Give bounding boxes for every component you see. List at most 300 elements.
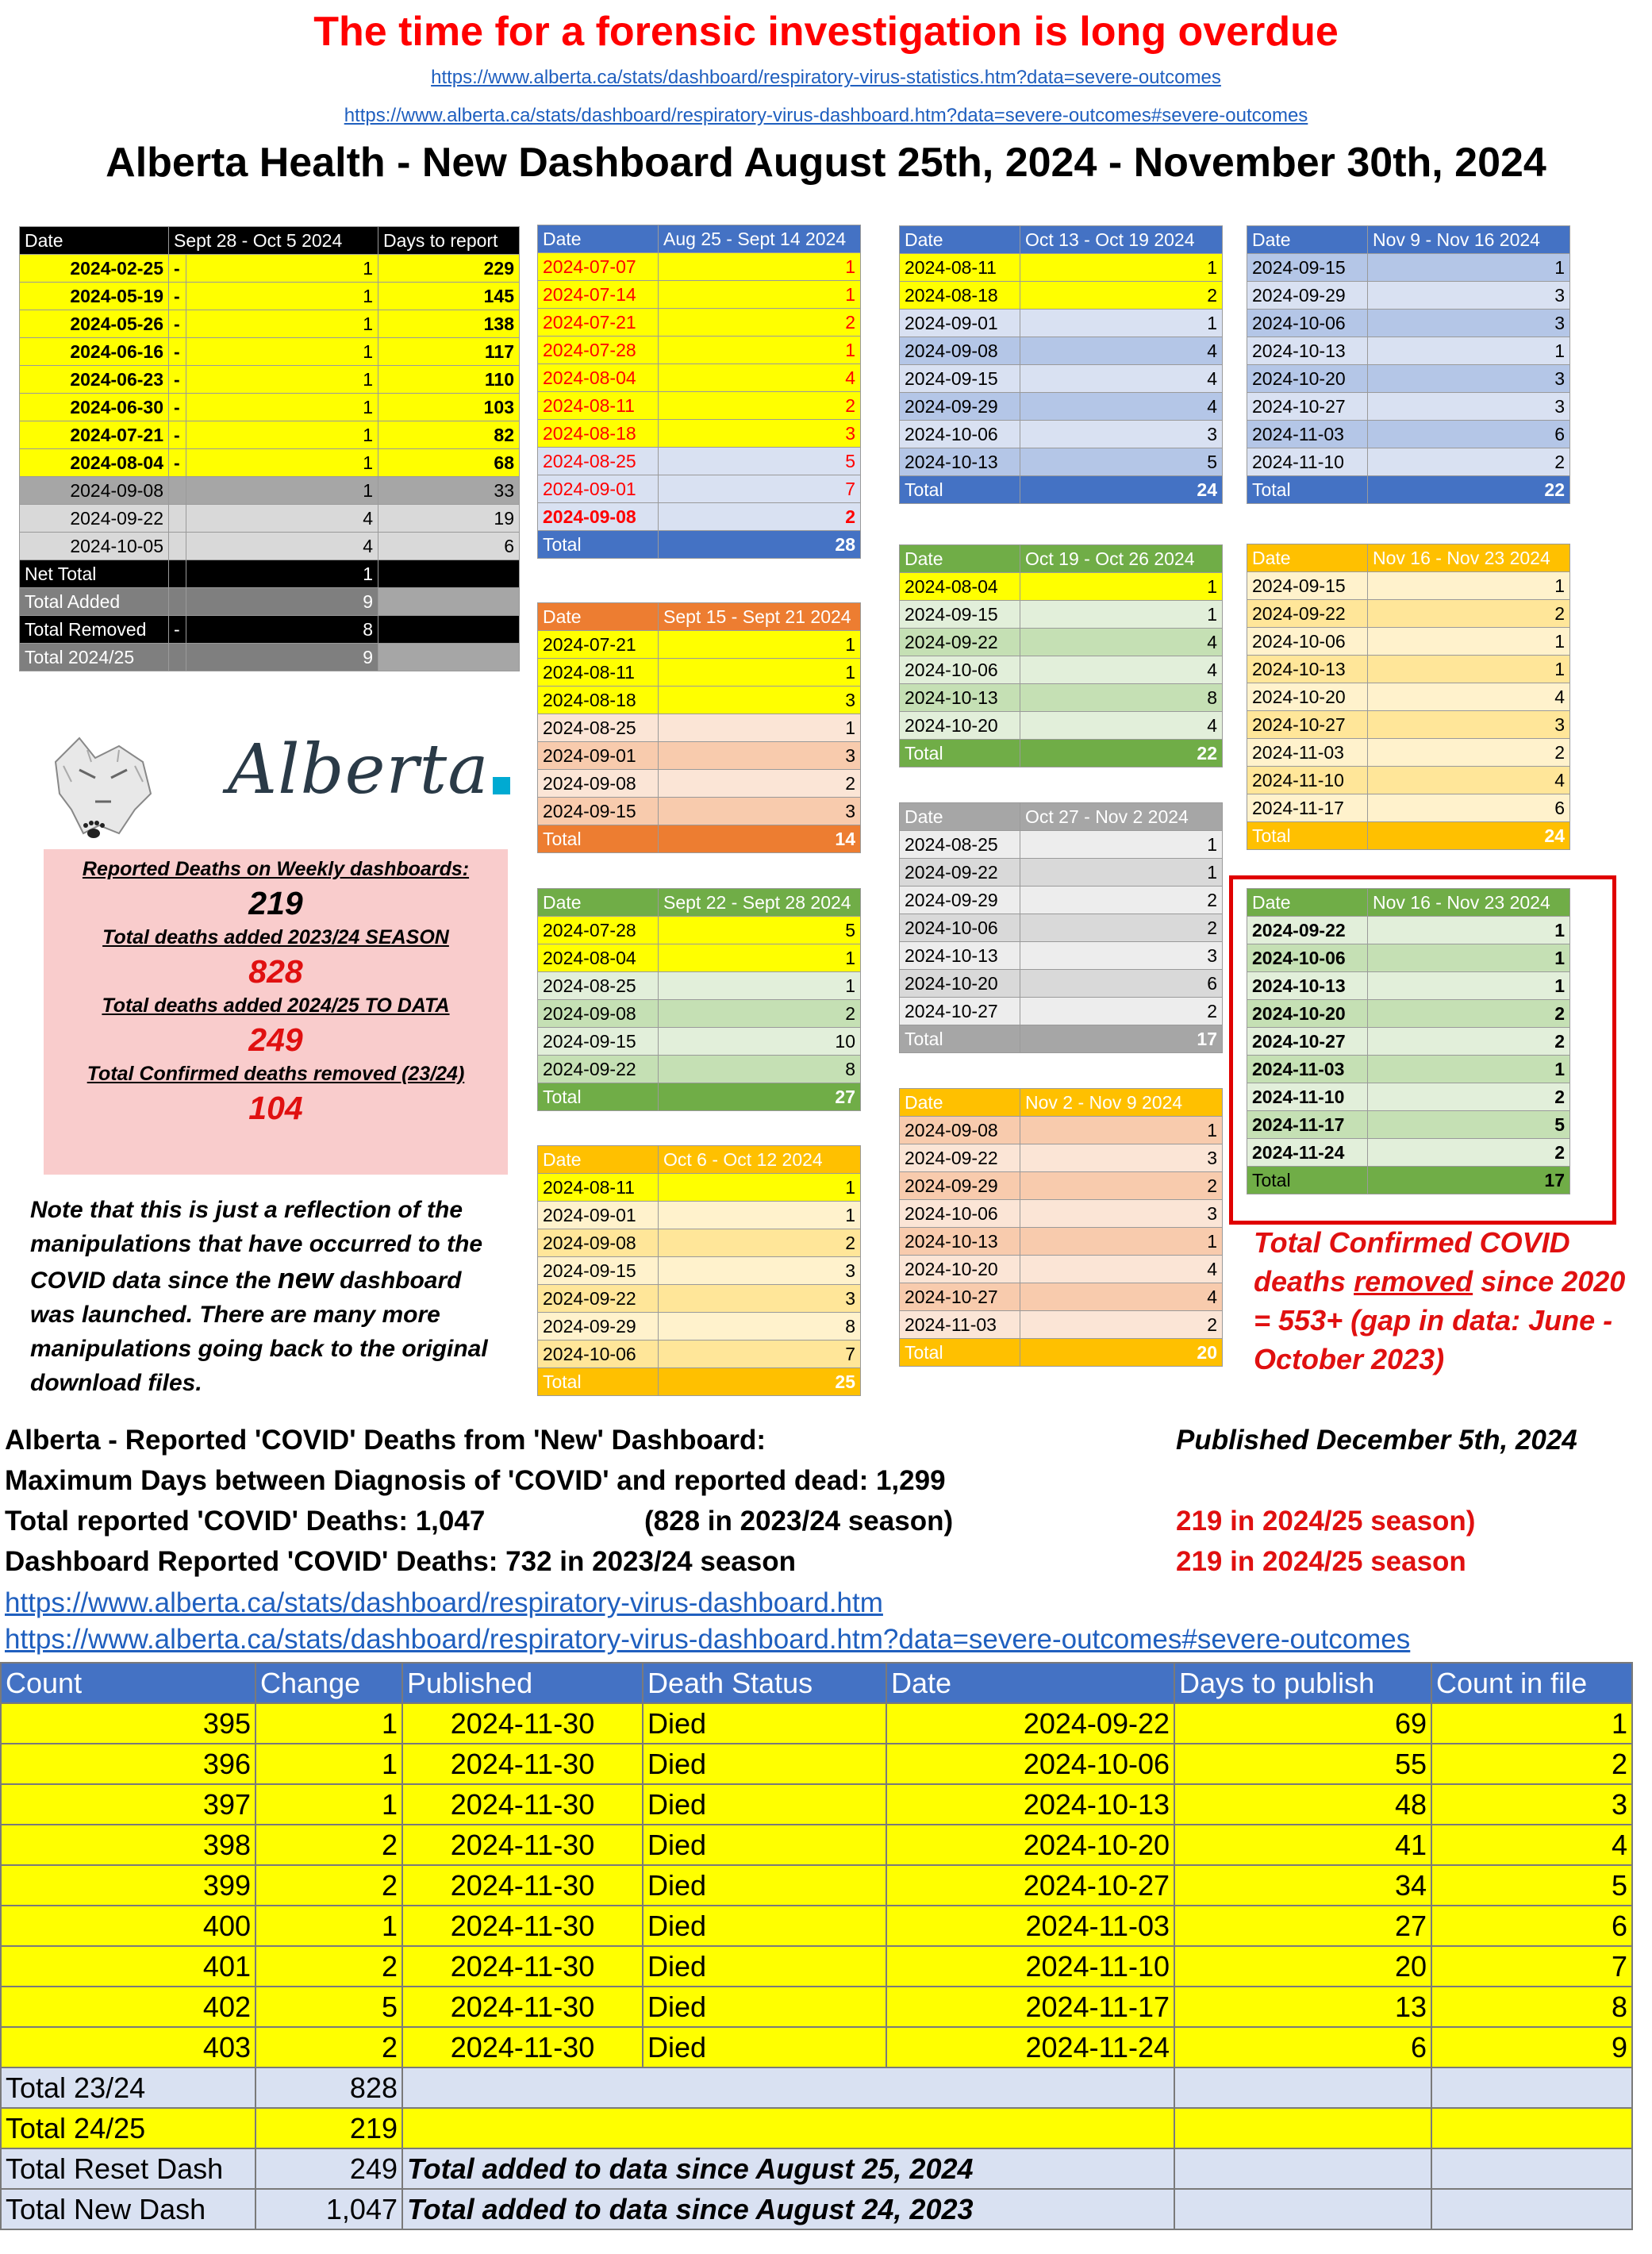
- date-cell: 2024-11-10: [1247, 1083, 1368, 1111]
- table-row: [1, 1703, 1632, 1744]
- header-week: Aug 25 - Sept 14 2024: [659, 225, 861, 253]
- date-cell: 2024-10-27: [1247, 393, 1368, 421]
- sign-cell: [169, 477, 186, 505]
- date-cell: 2024-06-23: [20, 366, 169, 394]
- header-cell: Death Status: [643, 1663, 886, 1703]
- table-row: [538, 309, 861, 337]
- removed-deaths-note: [1254, 1223, 1627, 1379]
- data-cell: 399: [1, 1865, 255, 1906]
- date-cell: 2024-09-29: [1247, 282, 1368, 310]
- table-total-row: [20, 560, 520, 588]
- total-value: 28: [659, 531, 861, 559]
- date-cell: 2024-08-04: [538, 944, 659, 972]
- date-cell: 2024-10-06: [538, 1340, 659, 1368]
- weekly-table-aug: [537, 225, 861, 559]
- data-cell: 2: [255, 2027, 402, 2067]
- table-row: [900, 1228, 1223, 1256]
- table-row: [538, 281, 861, 309]
- date-cell: 2024-09-08: [538, 1229, 659, 1257]
- date-cell: 2024-10-13: [900, 942, 1020, 970]
- data-cell: 2: [255, 1865, 402, 1906]
- date-cell: 2024-11-17: [1247, 794, 1368, 822]
- header-cell: Date: [886, 1663, 1174, 1703]
- count-cell: 1: [659, 631, 861, 659]
- page-title: The time for a forensic investigation is long overdue: [313, 9, 1339, 55]
- count-cell: 1: [186, 394, 378, 421]
- date-cell: 2024-09-29: [900, 393, 1020, 421]
- header-week: Sept 15 - Sept 21 2024: [659, 603, 861, 631]
- table-row: [1, 1906, 1632, 1946]
- data-cell: 2024-11-24: [886, 2027, 1174, 2067]
- date-cell: 2024-08-25: [538, 448, 659, 475]
- count-cell: 4: [186, 533, 378, 560]
- table-row: [900, 859, 1223, 887]
- date-cell: 2024-09-15: [538, 1028, 659, 1056]
- total-label: Total: [538, 531, 659, 559]
- total-label: Total: [900, 1025, 1020, 1053]
- count-cell: 4: [1020, 365, 1223, 393]
- count-cell: 3: [659, 1285, 861, 1313]
- total-value: 9: [186, 644, 378, 671]
- removed-value: 104: [248, 1090, 303, 1126]
- date-cell: 2024-10-13: [1247, 972, 1368, 1000]
- table-row: [538, 1174, 861, 1202]
- source-link-dashboard[interactable]: https://www.alberta.ca/stats/dashboard/respiratory-virus-dashboard.htm?data=severe-outcomes#severe-outcomes: [344, 105, 1308, 126]
- date-cell: 2024-08-18: [538, 420, 659, 448]
- data-cell: 1: [255, 1784, 402, 1825]
- table-row: [538, 1000, 861, 1028]
- header-cell: Count in file: [1431, 1663, 1632, 1703]
- table-row: [1, 1784, 1632, 1825]
- table-row: [538, 944, 861, 972]
- date-cell: 2024-08-11: [900, 254, 1020, 282]
- header-date: Date: [900, 1089, 1020, 1117]
- date-cell: 2024-10-20: [1247, 365, 1368, 393]
- total-label: Total Added: [20, 588, 169, 616]
- table-header: [1, 1663, 1632, 1703]
- empty-cell: [1431, 2148, 1632, 2189]
- date-cell: 2024-09-22: [900, 1144, 1020, 1172]
- table-row: [538, 798, 861, 825]
- table-row: [538, 364, 861, 392]
- total-extra: [378, 644, 520, 671]
- table-row: [20, 310, 520, 338]
- date-cell: 2024-10-13: [900, 448, 1020, 476]
- total-label: Total Reset Dash: [1, 2148, 255, 2189]
- table-total-row: [538, 1368, 861, 1396]
- table-row: [1247, 254, 1570, 282]
- table-header: [900, 1089, 1223, 1117]
- date-cell: 2024-09-22: [1247, 600, 1368, 628]
- table-row: [538, 475, 861, 503]
- empty-cell: [1431, 2108, 1632, 2148]
- table-total-row: [538, 531, 861, 559]
- count-cell: 2: [1368, 1000, 1570, 1028]
- weekly-table-oct6: [537, 1145, 861, 1396]
- sign-cell: -: [169, 338, 186, 366]
- total-label: Net Total: [20, 560, 169, 588]
- table-row: [538, 448, 861, 475]
- table-row: [1247, 683, 1570, 711]
- table-row: [20, 366, 520, 394]
- date-cell: 2024-10-20: [1247, 1000, 1368, 1028]
- count-cell: 3: [659, 798, 861, 825]
- table-row: [538, 1028, 861, 1056]
- data-cell: 1: [1431, 1703, 1632, 1744]
- date-cell: 2024-10-06: [900, 421, 1020, 448]
- table-row: [900, 656, 1223, 684]
- count-cell: 2: [659, 392, 861, 420]
- date-cell: 2024-09-01: [538, 475, 659, 503]
- summary-line-3-season: (828 in 2023/24 season): [644, 1506, 954, 1537]
- header-week: Sept 22 - Sept 28 2024: [659, 889, 861, 917]
- table-header: [538, 225, 861, 253]
- header-week: Nov 16 - Nov 23 2024: [1368, 889, 1570, 917]
- date-cell: 2024-09-01: [900, 310, 1020, 337]
- header-week: Oct 6 - Oct 12 2024: [659, 1146, 861, 1174]
- header-week: Nov 2 - Nov 9 2024: [1020, 1089, 1223, 1117]
- table-row: [20, 394, 520, 421]
- date-cell: 2024-11-03: [1247, 421, 1368, 448]
- data-cell: 20: [1174, 1946, 1431, 1987]
- table-total-row: [900, 1025, 1223, 1053]
- date-cell: 2024-07-28: [538, 917, 659, 944]
- table-header: [20, 227, 520, 255]
- table-total-row: [20, 616, 520, 644]
- date-cell: 2024-09-22: [20, 505, 169, 533]
- date-cell: 2024-10-13: [900, 684, 1020, 712]
- date-cell: 2024-10-06: [1247, 628, 1368, 656]
- data-cell: 9: [1431, 2027, 1632, 2067]
- table-row: [900, 337, 1223, 365]
- count-cell: 3: [1020, 1144, 1223, 1172]
- weekly-table-nov9: [1247, 225, 1570, 504]
- date-cell: 2024-10-20: [1247, 683, 1368, 711]
- data-cell: 2024-11-30: [402, 1906, 643, 1946]
- weekly-table-oct13: [899, 225, 1223, 504]
- count-cell: 2: [659, 1229, 861, 1257]
- total-value: 219: [255, 2108, 402, 2148]
- count-cell: 3: [659, 742, 861, 770]
- table-row: [1, 1825, 1632, 1865]
- date-cell: 2024-10-13: [900, 1228, 1020, 1256]
- count-cell: 4: [186, 505, 378, 533]
- table-row: [900, 1311, 1223, 1339]
- table-total-row: [20, 588, 520, 616]
- header-date: Date: [1247, 544, 1368, 572]
- date-cell: 2024-07-14: [538, 281, 659, 309]
- table-row: [538, 770, 861, 798]
- table-row: [900, 1200, 1223, 1228]
- count-cell: 2: [659, 1000, 861, 1028]
- date-cell: 2024-09-15: [900, 601, 1020, 629]
- data-cell: 2024-11-30: [402, 1784, 643, 1825]
- table-row: [20, 505, 520, 533]
- count-cell: 6: [1020, 970, 1223, 998]
- count-cell: 1: [186, 366, 378, 394]
- table-row: [1247, 794, 1570, 822]
- data-cell: Died: [643, 2027, 886, 2067]
- count-cell: 1: [1020, 573, 1223, 601]
- count-cell: 5: [1020, 448, 1223, 476]
- data-cell: 2024-11-30: [402, 1703, 643, 1744]
- table-row: [538, 253, 861, 281]
- table-row: [1247, 628, 1570, 656]
- count-cell: 3: [1368, 393, 1570, 421]
- season-2324-value: 828: [248, 953, 303, 990]
- table-row: [538, 687, 861, 714]
- table-row: [1, 1987, 1632, 2027]
- table-header: [538, 889, 861, 917]
- count-cell: 1: [1368, 628, 1570, 656]
- header-date: Date: [900, 545, 1020, 573]
- table-row: [900, 887, 1223, 914]
- date-cell: 2024-09-22: [538, 1285, 659, 1313]
- table-row: [1247, 282, 1570, 310]
- weekly-table-nov2: [899, 1088, 1223, 1367]
- data-cell: 7: [1431, 1946, 1632, 1987]
- date-cell: 2024-11-03: [900, 1311, 1020, 1339]
- date-cell: 2024-09-01: [538, 742, 659, 770]
- sign-cell: -: [169, 255, 186, 283]
- source-link-statistics[interactable]: https://www.alberta.ca/stats/dashboard/respiratory-virus-statistics.htm?data=severe-outcomes: [431, 67, 1221, 88]
- count-cell: 1: [186, 477, 378, 505]
- data-cell: 401: [1, 1946, 255, 1987]
- severe-outcomes-link[interactable]: https://www.alberta.ca/stats/dashboard/respiratory-virus-dashboard.htm?data=severe-outcomes#severe-outcomes: [5, 1624, 1411, 1655]
- total-extra: [378, 616, 520, 644]
- count-cell: 4: [1020, 1256, 1223, 1283]
- date-cell: 2024-08-11: [538, 1174, 659, 1202]
- count-cell: 4: [1020, 337, 1223, 365]
- header-date: Date: [900, 226, 1020, 254]
- season-2425-label: Total deaths added 2024/25 TO DATA: [102, 994, 450, 1017]
- reported-deaths-box: [44, 849, 508, 1175]
- data-cell: 398: [1, 1825, 255, 1865]
- date-cell: 2024-09-08: [538, 1000, 659, 1028]
- date-cell: 2024-09-08: [900, 1117, 1020, 1144]
- total-value: 14: [659, 825, 861, 853]
- data-cell: 1: [255, 1703, 402, 1744]
- total-label: Total 2024/25: [20, 644, 169, 671]
- data-cell: 2024-11-30: [402, 1825, 643, 1865]
- table-row: [1247, 711, 1570, 739]
- table-total-row: [1, 2067, 1632, 2108]
- count-cell: 1: [186, 338, 378, 366]
- count-cell: 3: [1368, 711, 1570, 739]
- data-cell: 41: [1174, 1825, 1431, 1865]
- table-row: [538, 917, 861, 944]
- total-label: Total: [900, 740, 1020, 767]
- count-cell: 2: [1020, 914, 1223, 942]
- highlight-frame: [1229, 875, 1616, 1225]
- total-label: Total 24/25: [1, 2108, 255, 2148]
- date-cell: 2024-07-21: [538, 631, 659, 659]
- total-value: 1: [186, 560, 378, 588]
- date-cell: 2024-07-21: [538, 309, 659, 337]
- date-cell: 2024-09-15: [538, 1257, 659, 1285]
- count-cell: 5: [659, 448, 861, 475]
- count-cell: 4: [1020, 1283, 1223, 1311]
- sign-cell: -: [169, 421, 186, 449]
- count-cell: 1: [186, 421, 378, 449]
- data-cell: Died: [643, 1987, 886, 2027]
- table-header: [538, 603, 861, 631]
- count-cell: 2: [1020, 998, 1223, 1025]
- count-cell: 1: [659, 714, 861, 742]
- data-cell: 2024-11-17: [886, 1987, 1174, 2027]
- count-cell: 1: [1020, 831, 1223, 859]
- count-cell: 2: [1368, 448, 1570, 476]
- date-cell: 2024-09-29: [900, 1172, 1020, 1200]
- date-cell: 2024-10-27: [900, 998, 1020, 1025]
- table-row: [538, 503, 861, 531]
- data-cell: 2: [1431, 1744, 1632, 1784]
- data-cell: 5: [255, 1987, 402, 2027]
- empty-cell: [1174, 2108, 1431, 2148]
- data-cell: 2024-10-13: [886, 1784, 1174, 1825]
- total-label: Total: [900, 476, 1020, 504]
- count-cell: 2: [659, 503, 861, 531]
- table-row: [900, 1144, 1223, 1172]
- weekly-table-sept28: [19, 226, 520, 671]
- days-cell: 68: [378, 449, 520, 477]
- count-cell: 3: [1020, 942, 1223, 970]
- date-cell: 2024-10-27: [900, 1283, 1020, 1311]
- date-cell: 2024-09-08: [900, 337, 1020, 365]
- table-header: [538, 1146, 861, 1174]
- count-cell: 4: [1368, 767, 1570, 794]
- total-value: 249: [255, 2148, 402, 2189]
- note-text-pre: Note that this is just a reflection of the manipulations that have occurred to the COVID data since the: [30, 1197, 483, 1294]
- data-cell: 34: [1174, 1865, 1431, 1906]
- table-header: [1247, 544, 1570, 572]
- total-value: 828: [255, 2067, 402, 2108]
- count-cell: 1: [186, 310, 378, 338]
- table-row: [900, 684, 1223, 712]
- data-cell: 2: [255, 1825, 402, 1865]
- data-cell: 5: [1431, 1865, 1632, 1906]
- table-row: [900, 393, 1223, 421]
- data-cell: 13: [1174, 1987, 1431, 2027]
- date-cell: 2024-10-13: [1247, 656, 1368, 683]
- count-cell: 4: [1368, 683, 1570, 711]
- note-text-post: dashboard was launched. There are many more manipulations going back to the original download files.: [30, 1267, 488, 1396]
- header-date: Date: [538, 1146, 659, 1174]
- header-date: Date: [538, 889, 659, 917]
- date-cell: 2024-10-27: [1247, 711, 1368, 739]
- count-cell: 4: [1020, 393, 1223, 421]
- date-cell: 2024-08-11: [538, 659, 659, 687]
- days-cell: 229: [378, 255, 520, 283]
- table-row: [20, 533, 520, 560]
- total-label: Total: [1247, 1167, 1368, 1194]
- days-cell: 6: [378, 533, 520, 560]
- total-sign: [169, 560, 186, 588]
- total-value: 9: [186, 588, 378, 616]
- sign-cell: [169, 533, 186, 560]
- reported-weekly-value: 219: [248, 885, 303, 921]
- count-cell: 2: [659, 770, 861, 798]
- table-row: [900, 970, 1223, 998]
- table-row: [20, 449, 520, 477]
- total-value: 1,047: [255, 2189, 402, 2229]
- red-note-pre: Total Confirmed COVID deaths: [1254, 1226, 1570, 1298]
- date-cell: 2024-11-17: [1247, 1111, 1368, 1139]
- date-cell: 2024-10-05: [20, 533, 169, 560]
- count-cell: 1: [659, 337, 861, 364]
- table-row: [900, 282, 1223, 310]
- table-row: [538, 972, 861, 1000]
- date-cell: 2024-10-06: [1247, 944, 1368, 972]
- data-cell: 8: [1431, 1987, 1632, 2027]
- total-sign: [169, 588, 186, 616]
- date-cell: 2024-09-29: [900, 887, 1020, 914]
- count-cell: 2: [1020, 887, 1223, 914]
- header-cell: Days to publish: [1174, 1663, 1431, 1703]
- date-cell: 2024-08-04: [20, 449, 169, 477]
- count-cell: 3: [1368, 365, 1570, 393]
- table-row: [1247, 656, 1570, 683]
- table-row: [1, 2027, 1632, 2067]
- count-cell: 3: [659, 1257, 861, 1285]
- dashboard-link[interactable]: https://www.alberta.ca/stats/dashboard/respiratory-virus-dashboard.htm: [5, 1587, 883, 1618]
- header-cell: Published: [402, 1663, 643, 1703]
- total-label: Total Removed: [20, 616, 169, 644]
- count-cell: 1: [186, 283, 378, 310]
- count-cell: 1: [1368, 337, 1570, 365]
- season-2324-label: Total deaths added 2023/24 SEASON: [102, 926, 449, 948]
- data-cell: 397: [1, 1784, 255, 1825]
- weekly-table-sep15: [537, 602, 861, 853]
- table-total-row: [1, 2148, 1632, 2189]
- table-row: [20, 338, 520, 366]
- table-total-row: [538, 1083, 861, 1111]
- data-cell: 2024-11-30: [402, 2027, 643, 2067]
- date-cell: 2024-10-06: [1247, 310, 1368, 337]
- header-date: Date: [20, 227, 169, 255]
- table-total-row: [900, 1339, 1223, 1367]
- header-date: Date: [538, 603, 659, 631]
- date-cell: 2024-10-20: [900, 712, 1020, 740]
- data-cell: 2024-11-30: [402, 1946, 643, 1987]
- date-cell: 2024-09-01: [538, 1202, 659, 1229]
- count-cell: 1: [1368, 572, 1570, 600]
- total-label: Total: [1247, 476, 1368, 504]
- manipulation-note: [30, 1193, 506, 1400]
- table-total-row: [1, 2108, 1632, 2148]
- table-total-row: [20, 644, 520, 671]
- total-label: Total: [1247, 822, 1368, 850]
- count-cell: 1: [186, 255, 378, 283]
- total-sign: [169, 644, 186, 671]
- date-cell: 2024-06-16: [20, 338, 169, 366]
- count-cell: 1: [1020, 1228, 1223, 1256]
- summary-line-3-red: 219 in 2024/25 season): [1176, 1506, 1476, 1537]
- table-row: [900, 421, 1223, 448]
- table-header: [900, 545, 1223, 573]
- sign-cell: -: [169, 366, 186, 394]
- date-cell: 2024-08-25: [900, 831, 1020, 859]
- count-cell: 1: [1368, 1056, 1570, 1083]
- data-cell: Died: [643, 1703, 886, 1744]
- data-cell: 6: [1174, 2027, 1431, 2067]
- data-cell: 396: [1, 1744, 255, 1784]
- count-cell: 1: [659, 1202, 861, 1229]
- count-cell: 5: [659, 917, 861, 944]
- count-cell: 1: [1368, 656, 1570, 683]
- count-cell: 2: [1368, 1139, 1570, 1167]
- table-row: [1247, 365, 1570, 393]
